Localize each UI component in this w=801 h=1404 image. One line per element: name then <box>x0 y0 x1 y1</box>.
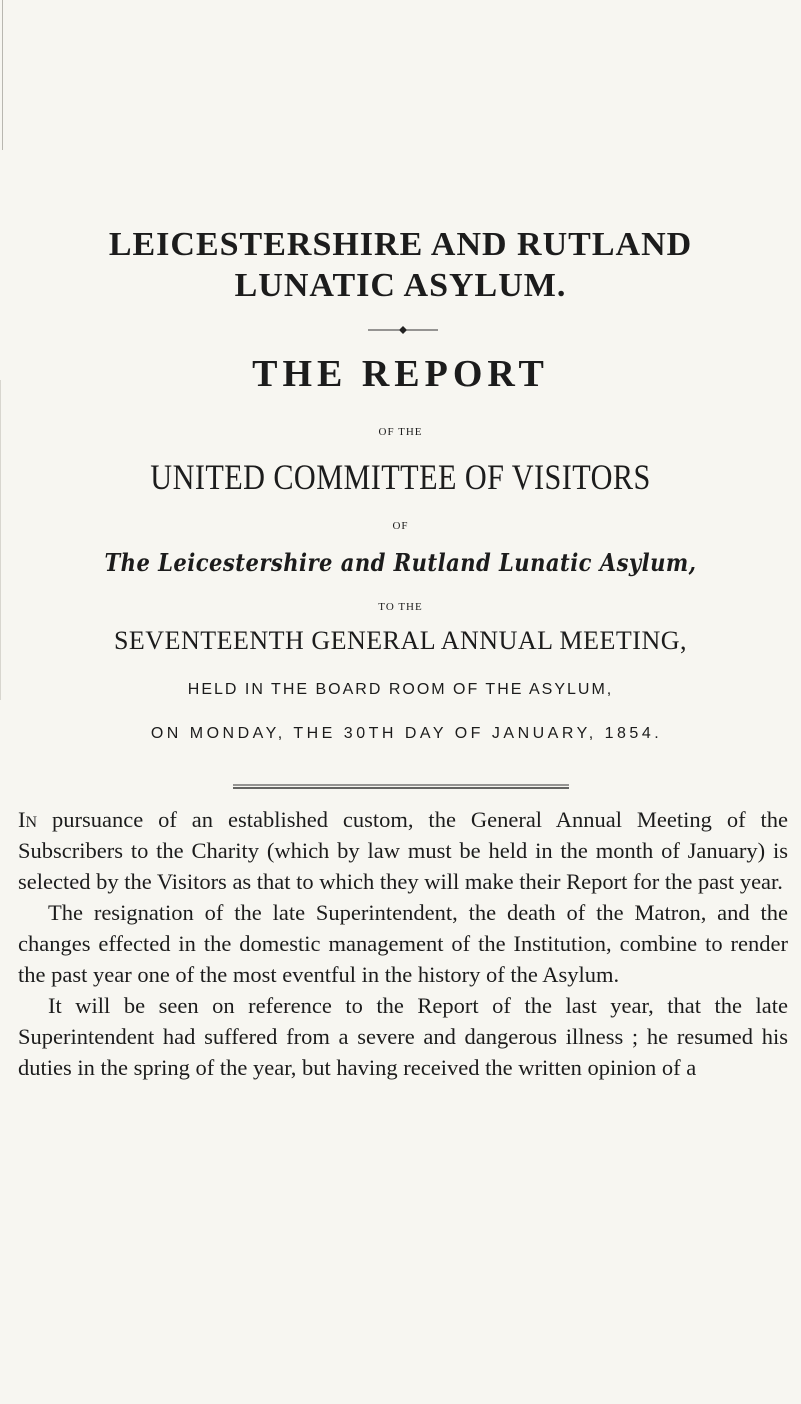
title-line-1: LEICESTERSHIRE AND RUTLAND <box>108 226 693 263</box>
paragraph-3: It will be seen on reference to the Report of the last year, that the late Superintendent had suffered from a severe and dangerous illness ; he resumed his duties in the spring of the year, but having received the written opinion of a <box>18 993 788 1080</box>
institution-name: The Leicestershire and Rutland Lunatic Asylum, <box>104 548 697 577</box>
report-heading: THE REPORT <box>252 353 549 395</box>
held-line: HELD IN THE BOARD ROOM OF THE ASYLUM, <box>187 681 614 698</box>
paragraph-2: The resignation of the late Superintendent, the death of the Matron, and the changes effected in the domestic management of the Institution, combine to render the past year one of the most eventful in the history of the Asylum. <box>18 900 788 987</box>
double-rule-divider <box>233 784 569 790</box>
of-the-label: OF THE <box>378 426 423 438</box>
diamond-ornament-divider <box>368 325 438 335</box>
title-line-2: LUNATIC ASYLUM. <box>234 267 567 304</box>
of-label: OF <box>392 520 409 532</box>
page-edge-mark <box>2 0 3 150</box>
paragraph-1 <box>18 804 788 897</box>
report-body <box>18 804 788 1083</box>
paragraph-1-lead: In <box>18 807 38 832</box>
to-the-label: TO THE <box>378 601 423 613</box>
meeting-heading: SEVENTEENTH GENERAL ANNUAL MEETING, <box>113 626 688 655</box>
date-line: ON MONDAY, THE 30TH DAY OF JANUARY, 1854. <box>150 725 663 742</box>
paragraph-1-text: pursuance of an established custom, the General Annual Meeting of the Subscribers to the Charity (which by law must be held in the month of January) is selected by the Visitors as that to which they will make their Report for the past year. <box>18 807 788 894</box>
committee-heading: UNITED COMMITTEE OF VISITORS <box>150 457 651 497</box>
